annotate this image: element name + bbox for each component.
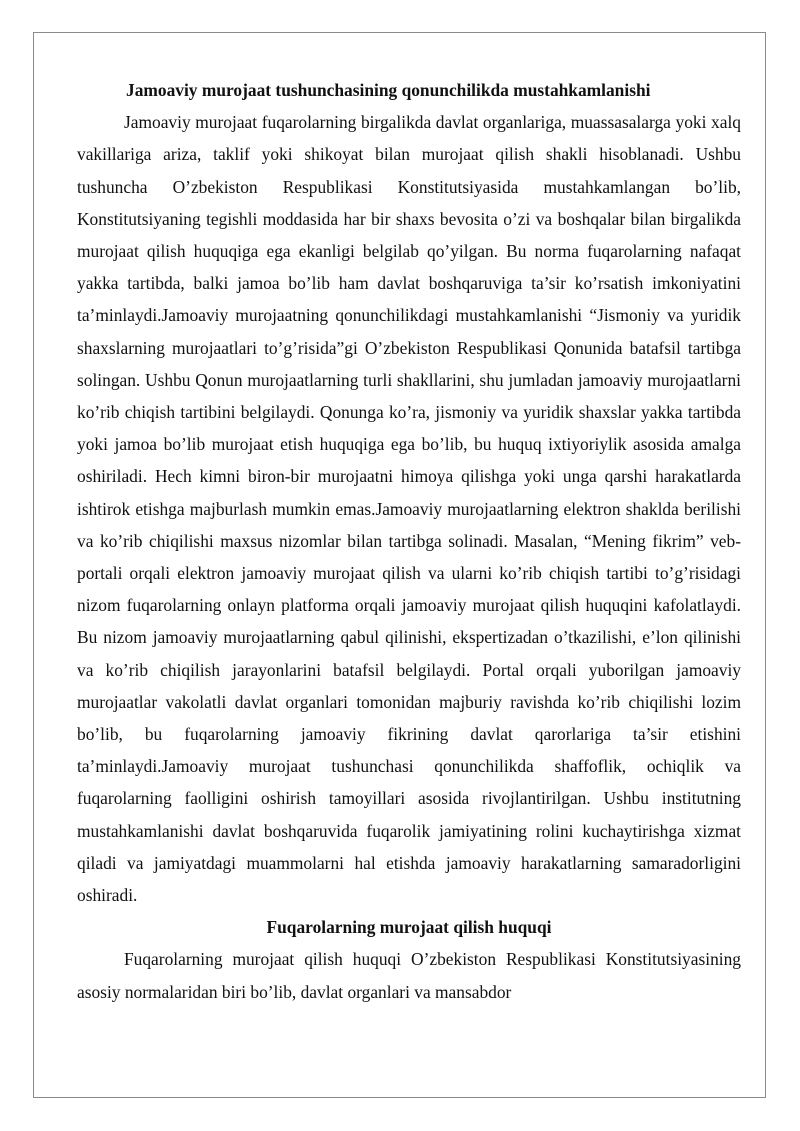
section-heading: Jamoaviy murojaat tushunchasining qonunchilikda mustahkamlanishi xyxy=(126,80,651,100)
body-paragraph: Jamoaviy murojaat fuqarolarning birgalikda davlat organlariga, muassasalarga yoki xalq vakillariga ariza, taklif yoki shikoyat bilan murojaat qilish shakli hisoblanadi. Ushbu tushuncha O’zbekiston Respublikasi Konstitutsiyasida mustahkamlangan bo’lib, Konstitutsiyaning tegishli moddasida har bir shaxs bevosita o’zi va boshqalar bilan birgalikda murojaat qilish huquqiga ega ekanligi belgilab qo’yilgan. Bu norma fuqarolarning nafaqat yakka tartibda, balki jamoa bo’lib ham davlat boshqaruviga ta’sir ko’rsatish imkoniyatini ta’minlaydi.Jamoaviy murojaatning qonunchilikdagi mustahkamlanishi “Jismoniy va yuridik shaxslarning murojaatlari to’g’risida”gi O’zbekiston Respublikasi Qonunida batafsil tartibga solingan. Ushbu Qonun murojaatlarning turli shakllarini, shu jumladan jamoaviy murojaatlarni ko’rib chiqish tartibini belgilaydi. Qonunga ko’ra, jismoniy va yuridik shaxslar yakka tartibda yoki jamoa bo’lib murojaat etish huquqiga ega bo’lib, bu huquq ixtiyoriylik asosida amalga oshiriladi. Hech kimni biron-bir murojaatni himoya qilishga yoki unga qarshi harakatlarda ishtirok etishga majburlash mumkin emas.Jamoaviy murojaatlarning elektron shaklda berilishi va ko’rib chiqilishi maxsus nizomlar bilan tartibga solinadi. Masalan, “Mening fikrim” veb-portali orqali elektron jamoaviy murojaat qilish va ularni ko’rib chiqish tartibi to’g’risidagi nizom fuqarolarning onlayn platforma orqali jamoaviy murojaat qilish huquqini kafolatlaydi. Bu nizom jamoaviy murojaatlarning qabul qilinishi, ekspertizadan o’tkazilishi, e’lon qilinishi va ko’rib chiqilish jarayonlarini batafsil belgilaydi. Portal orqali yuborilgan jamoaviy murojaatlar vakolatli davlat organlari tomonidan majburiy ravishda ko’rib chiqilishi lozim bo’lib, bu fuqarolarning jamoaviy fikrining davlat qarorlariga ta’sir etishini ta’minlaydi.Jamoaviy murojaat tushunchasi qonunchilikda shaffoflik, ochiqlik va fuqarolarning faolligini oshirish tamoyillari asosida rivojlantirilgan. Ushbu institutning mustahkamlanishi davlat boshqaruvida fuqarolik jamiyatining rolini kuchaytirishga xizmat qiladi va jamiyatdagi muammolarni hal etishda jamoaviy harakatlarning samaradorligini oshiradi. xyxy=(77,112,741,906)
document-body xyxy=(77,74,741,1008)
section-heading: Fuqarolarning murojaat qilish huquqi xyxy=(266,917,552,938)
body-paragraph: Fuqarolarning murojaat qilish huquqi O’zbekiston Respublikasi Konstitutsiyasining asosiy normalaridan biri bo’lib, davlat organlari va mansabdor xyxy=(77,949,741,1002)
